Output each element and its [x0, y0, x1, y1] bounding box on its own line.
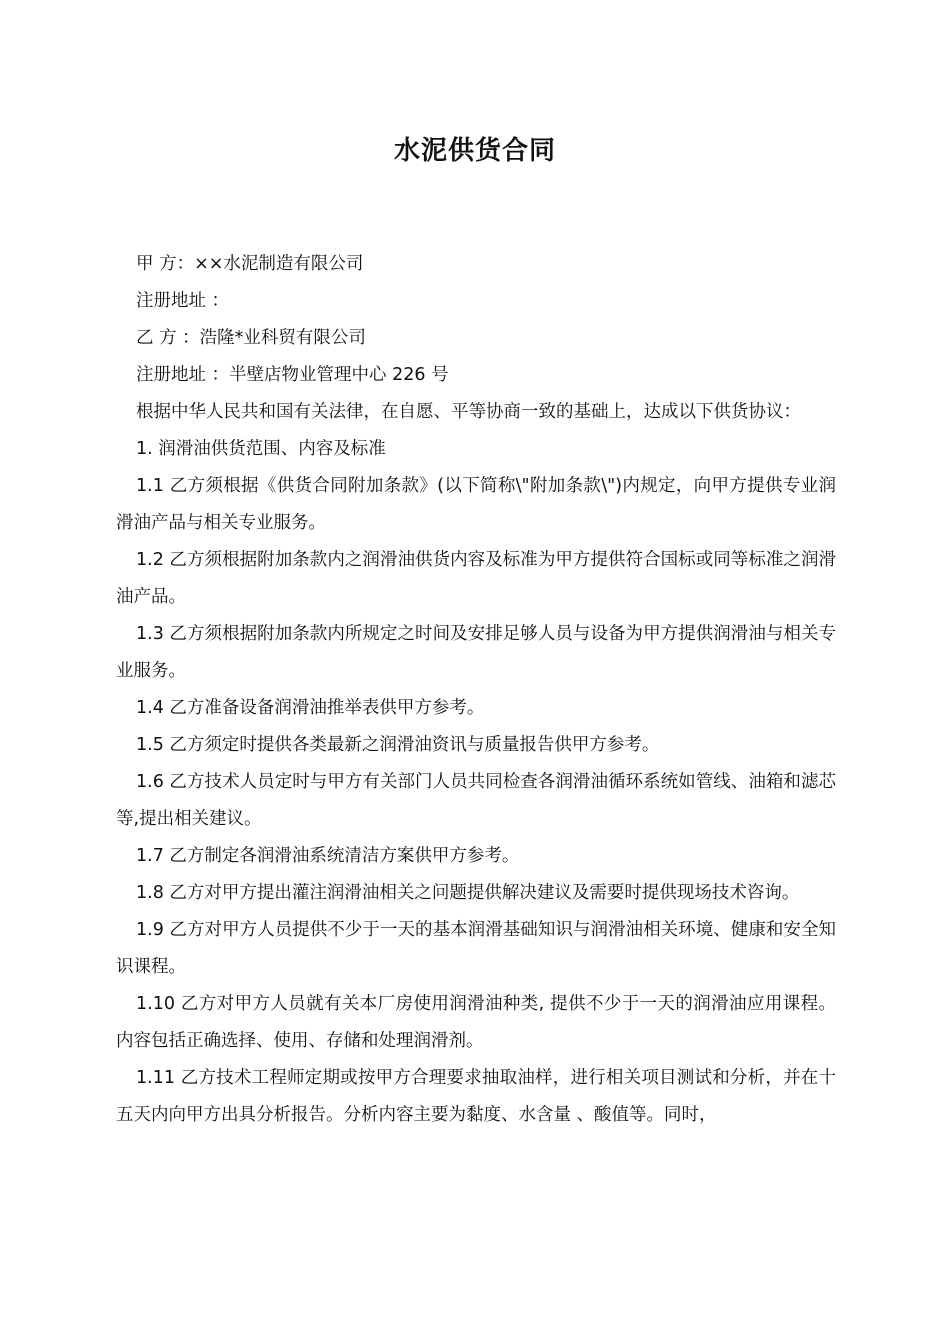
- document-body: [116, 246, 836, 1134]
- party-b-address-line: 注册地址 ：半壁店物业管理中心 226 号: [136, 365, 449, 385]
- clause-paragraph: 1.4 乙方准备设备润滑油推举表供甲方参考。: [136, 698, 485, 718]
- clause-paragraph: 1.2 乙方须根据附加条款内之润滑油供货内容及标准为甲方提供符合国标或同等标准之润滑油产品。: [116, 550, 837, 607]
- party-a-line: 甲 方：××水泥制造有限公司: [136, 254, 364, 274]
- clause-paragraph: 1.8 乙方对甲方提出灌注润滑油相关之问题提供解决建议及需要时提供现场技术咨询。: [136, 883, 800, 903]
- clause-paragraph: 1.9 乙方对甲方人员提供不少于一天的基本润滑基础知识与润滑油相关环境、健康和安全知识课程。: [116, 920, 837, 977]
- clause-paragraph: 1.7 乙方制定各润滑油系统清洁方案供甲方参考。: [136, 846, 520, 866]
- clause-paragraph: 1.3 乙方须根据附加条款内所规定之时间及安排足够人员与设备为甲方提供润滑油与相关专业服务。: [116, 624, 837, 681]
- party-a-address-line: 注册地址 ：: [136, 291, 230, 311]
- clause-paragraph: 1.6 乙方技术人员定时与甲方有关部门人员共同检查各润滑油循环系统如管线、油箱和滤芯等,提出相关建议。: [116, 772, 837, 829]
- clause-paragraph: 1.11 乙方技术工程师定期或按甲方合理要求抽取油样，进行相关项目测试和分析，并在十五天内向甲方出具分析报告。分析内容主要为黏度、水含量 、酸值等。同时，: [116, 1068, 836, 1125]
- intro-paragraph: 根据中华人民共和国有关法律，在自愿、平等协商一致的基础上，达成以下供货协议：: [136, 402, 801, 422]
- document-title: 水泥供货合同: [393, 136, 556, 166]
- clause-paragraph: 1.1 乙方须根据《供货合同附加条款》(以下简称\"附加条款\")内规定，向甲方提供专业润滑油产品与相关专业服务。: [116, 476, 836, 533]
- party-b-line: 乙 方 ：浩隆*业科贸有限公司: [136, 328, 366, 348]
- section-heading: 1. 润滑油供货范围、内容及标准: [136, 439, 386, 459]
- clause-paragraph: 1.10 乙方对甲方人员就有关本厂房使用润滑油种类, 提供不少于一天的润滑油应用课程。内容包括正确选择、使用、存储和处理润滑剂。: [116, 994, 836, 1051]
- clause-paragraph: 1.5 乙方须定时提供各类最新之润滑油资讯与质量报告供甲方参考。: [136, 735, 660, 755]
